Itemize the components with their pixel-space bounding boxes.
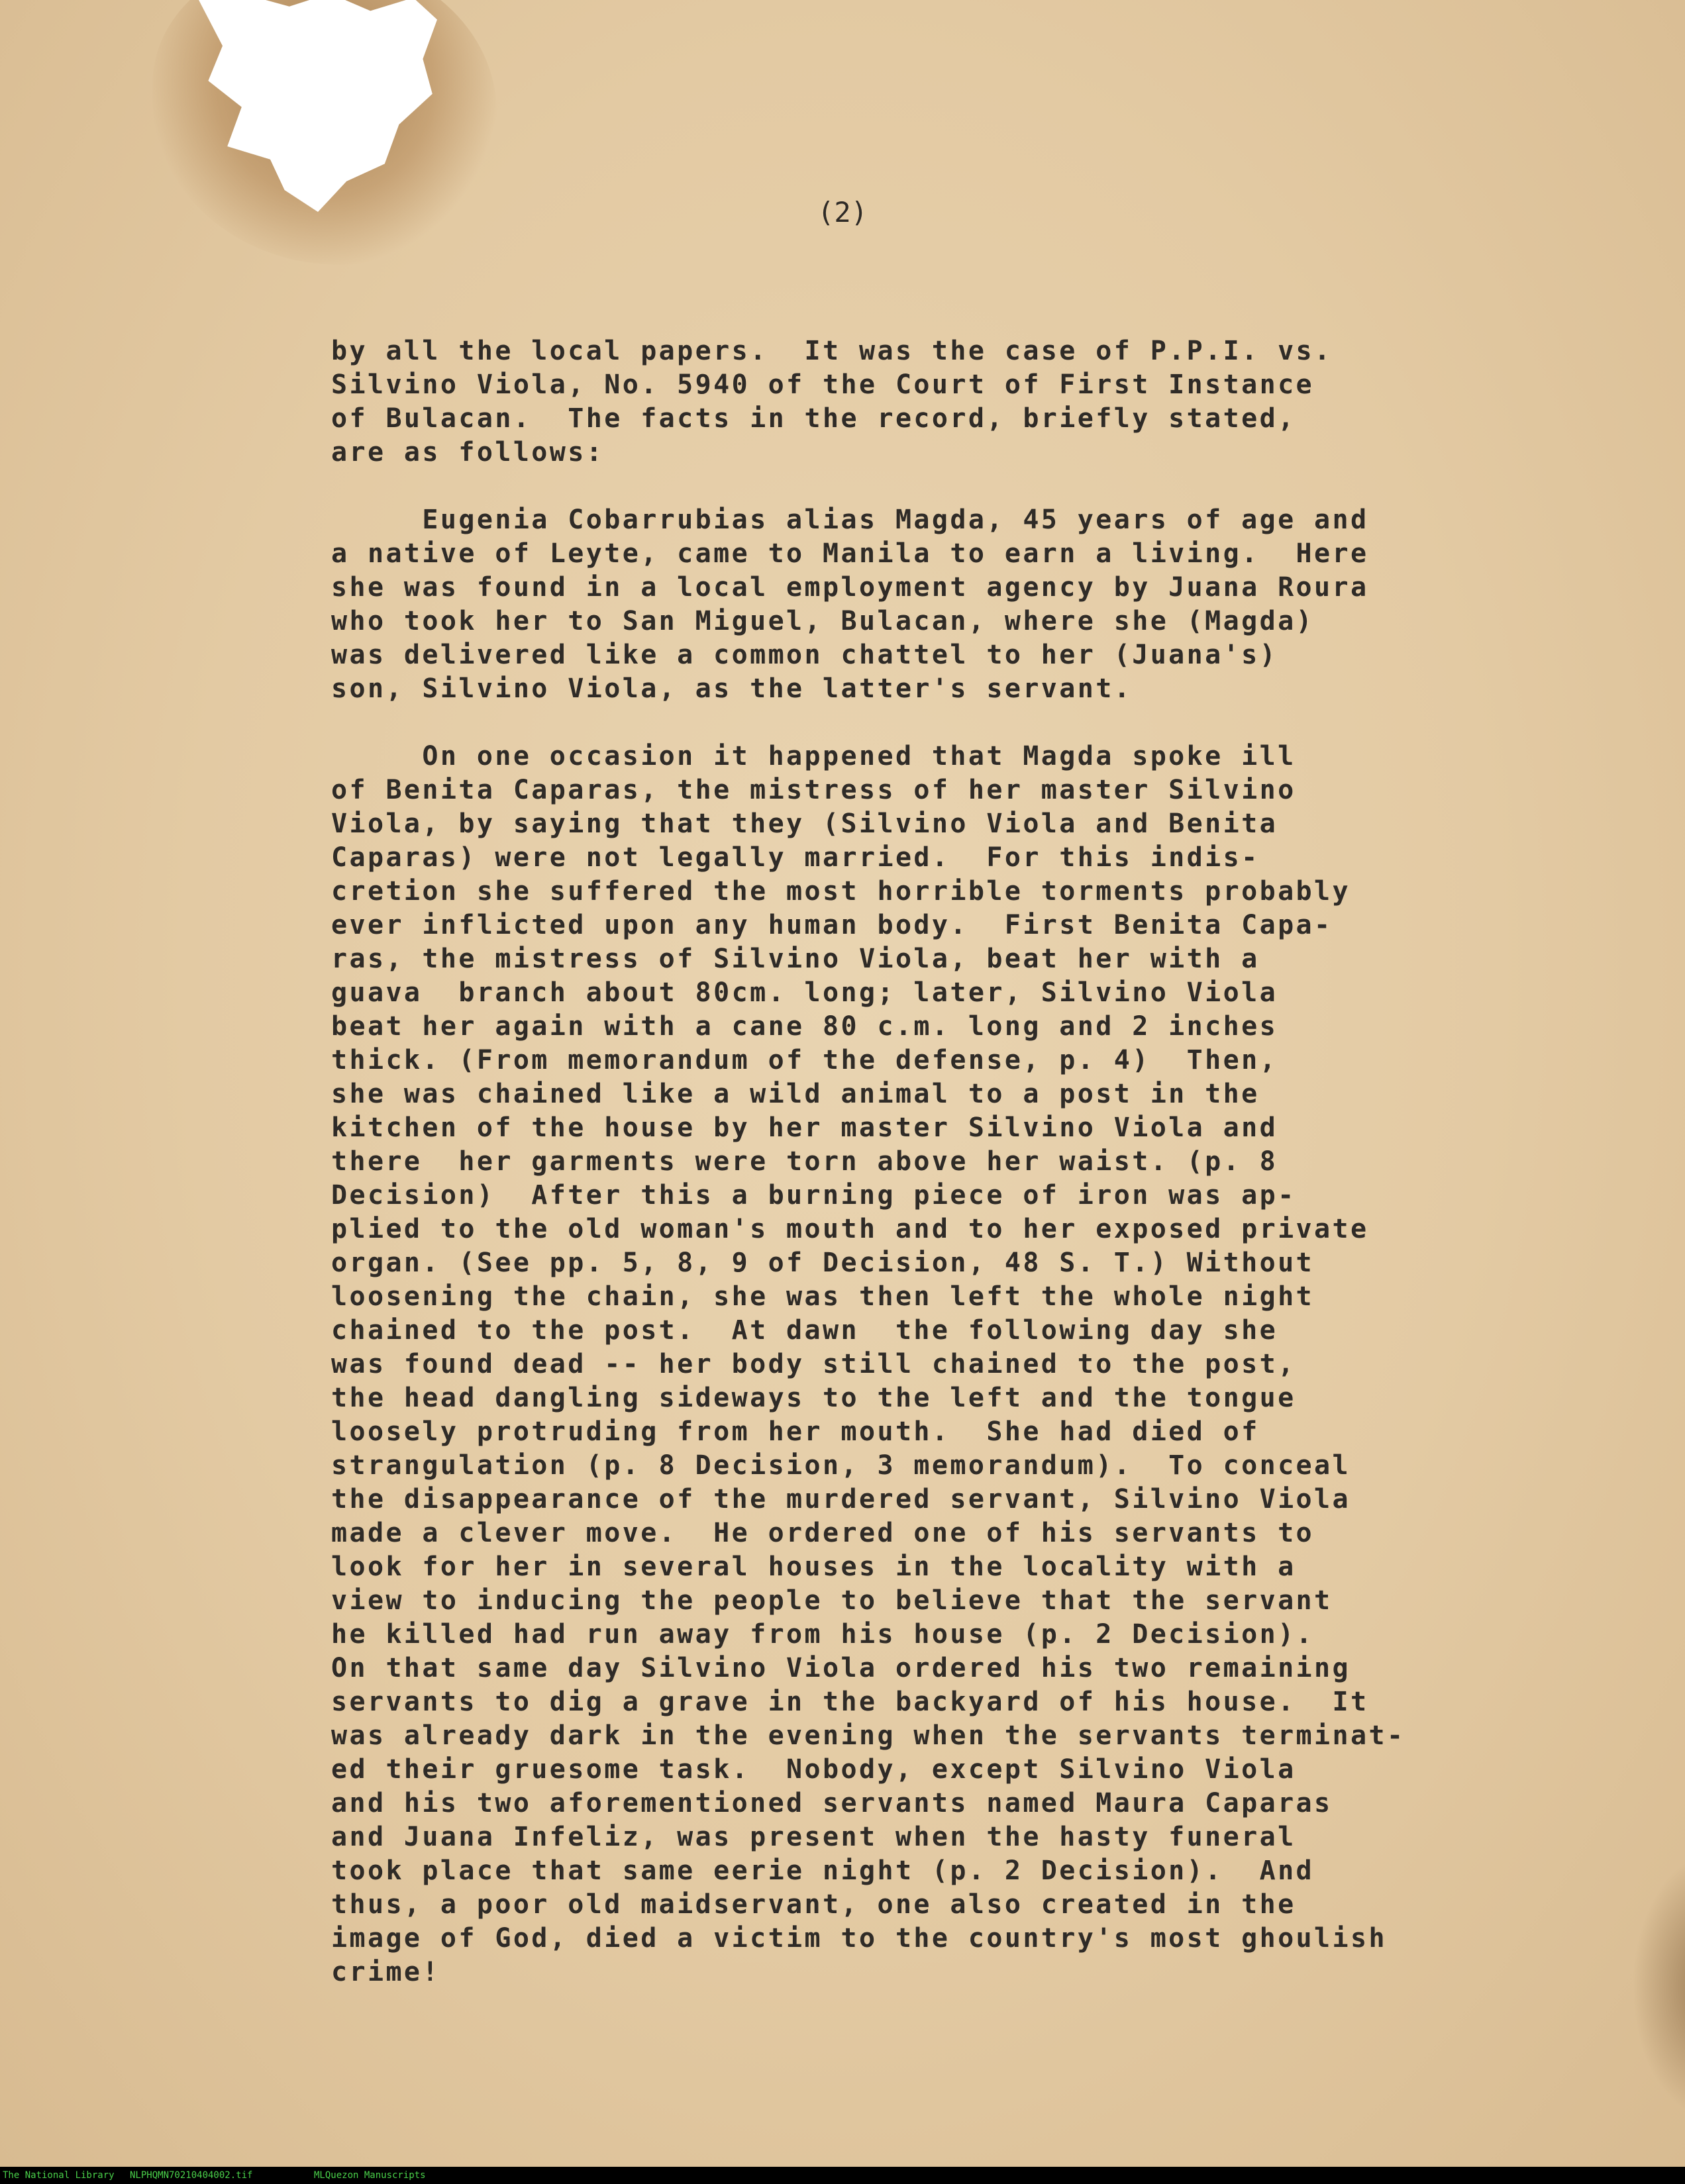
edge-stain bbox=[1632, 1854, 1685, 2119]
scan-footer-bar bbox=[0, 2167, 1685, 2184]
footer-filename: NLPHQMN70210404002.tif bbox=[130, 2170, 253, 2181]
document-body bbox=[331, 334, 1629, 1989]
paragraph-magda-background: Eugenia Cobarrubias alias Magda, 45 years of age and a native of Leyte, came to Manila to earn a living. Here she was found in a local employment agency by Juana Roura who took her to San Miguel, Bulacan, where she (Magda) was delivered like a common chattel to her (Juana's) son, Silvino Viola, as the latter's servant. bbox=[331, 505, 1369, 704]
paragraph-crime-account: On one occasion it happened that Magda spoke ill of Benita Caparas, the mistress of her master Silvino Viola, by saying that they (Silvino Viola and Benita Caparas) were not legally married. For this indis- cretion she suffered the most horrible torments probably ever inflicted upon any human body. First Benita Capa- ras, the mistress of Silvino Viola, beat her with a guava branch about 80cm. long; later, Silvino Viola beat her again with a cane 80 c.m. long and 2 inches thick. (From memorandum of the defense, p. 4) Then, she was chained like a wild animal to a post in the kitchen of the house by her master Silvino Viola and there her garments were torn above her waist. (p. 8 Decision) After this a burning piece of iron was ap- plied to the old woman's mouth and to her exposed private organ. (See pp. 5, 8, 9 of Decision, 48 S. T.) Without loosening the chain, she was then left the whole night chained to the post. At dawn the following day she was found dead -- her body still chained to the post, the head dangling sideways to the left and the tongue loosely protruding from her mouth. She had died of strangulation (p. 8 Decision, 3 memorandum). To conceal the disappearance of the murdered servant, Silvino Viola made a clever move. He ordered one of his servants to look for her in several houses in the locality with a view to inducing the people to believe that the servant he killed had run away from his house (p. 2 Decision). On that same day Silvino Viola ordered his two remaining servants to dig a grave in the backyard of his house. It was already dark in the evening when the servants terminat- ed their gruesome task. Nobody, except Silvino Viola and his two aforementioned servants named Maura Caparas and Juana Infeliz, was present when the hasty funeral took place that same eerie night (p. 2 Decision). And thus, a poor old maidservant, one also created in the image of God, died a victim to the country's most ghoulish crime! bbox=[331, 741, 1405, 1987]
page-number: (2) bbox=[817, 196, 868, 228]
footer-source: The National Library bbox=[3, 2170, 115, 2181]
footer-collection: MLQuezon Manuscripts bbox=[314, 2170, 426, 2181]
paragraph-case-intro: by all the local papers. It was the case of P.P.I. vs. Silvino Viola, No. 5940 of the Court of First Instance of Bulacan. The facts in the record, briefly stated, are as follows: bbox=[331, 336, 1333, 468]
